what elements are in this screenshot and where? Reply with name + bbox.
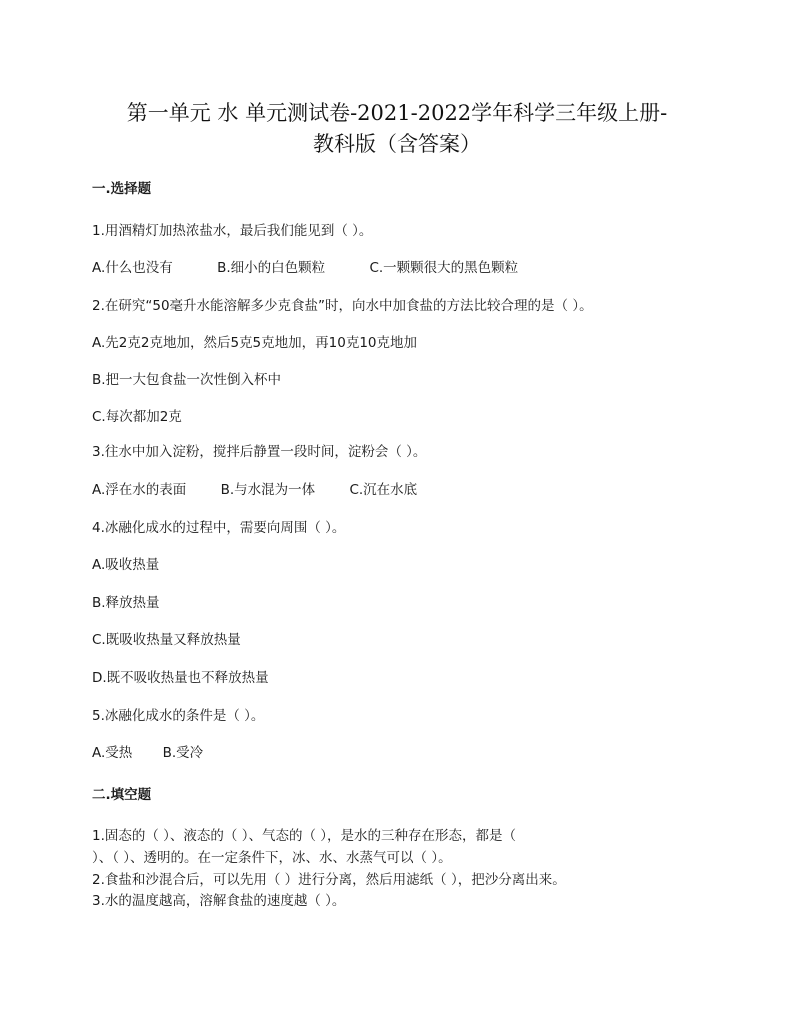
question-3-stem: 3.往水中加入淀粉，搅拌后静置一段时间，淀粉会（ ）。: [92, 444, 427, 460]
fill-question-2: 2.食盐和沙混合后，可以先用（ ）进行分离，然后用滤纸（ ），把沙分离出来。: [92, 872, 566, 888]
section-heading-choice: 一.选择题: [92, 181, 152, 197]
fill-question-1-line-2: ）、（ ）、透明的。在一定条件下，冰、水、水蒸气可以（ ）。: [92, 850, 452, 866]
document-title-line-1: 第一单元 水 单元测试卷-2021-2022学年科学三年级上册-: [126, 101, 668, 125]
question-4-stem: 4.冰融化成水的过程中，需要向周围（ ）。: [92, 520, 346, 536]
option-b: B.细小的白色颗粒: [217, 260, 326, 276]
question-1-options: [92, 259, 518, 277]
question-4-option-a: A.吸收热量: [92, 557, 160, 573]
question-4-option-c: C.既吸收热量又释放热量: [92, 632, 241, 648]
option-a: A.浮在水的表面: [92, 482, 187, 498]
question-4-option-d: D.既不吸收热量也不释放热量: [92, 670, 269, 686]
question-1-stem: 1.用酒精灯加热浓盐水，最后我们能见到（ ）。: [92, 223, 373, 239]
option-c: C.一颗颗很大的黑色颗粒: [369, 260, 519, 276]
option-a: A.受热: [92, 745, 133, 761]
option-c: C.沉在水底: [349, 482, 418, 498]
fill-question-1-line-1: 1.固态的（ ）、液态的（ ）、气态的（ ），是水的三种存在形态，都是（: [92, 828, 517, 844]
fill-question-3: 3.水的温度越高，溶解食盐的速度越（ ）。: [92, 893, 346, 909]
section-heading-fill-in: 二.填空题: [92, 787, 152, 803]
question-3-options: [92, 481, 417, 499]
document-title-line-2: 教科版（含答案）: [313, 132, 481, 156]
question-5-options: [92, 744, 203, 762]
question-4-option-b: B.释放热量: [92, 595, 160, 611]
question-2-option-a: A.先2克2克地加，然后5克5克地加，再10克10克地加: [92, 335, 418, 351]
question-2-stem: 2.在研究“50毫升水能溶解多少克食盐”时，向水中加食盐的方法比较合理的是（ ）。: [92, 298, 593, 314]
option-b: B.与水混为一体: [220, 482, 316, 498]
option-a: A.什么也没有: [92, 260, 173, 276]
question-2-option-b: B.把一大包食盐一次性倒入杯中: [92, 372, 282, 388]
option-b: B.受冷: [162, 745, 204, 761]
question-5-stem: 5.冰融化成水的条件是（ ）。: [92, 708, 265, 724]
question-2-option-c: C.每次都加2克: [92, 409, 182, 425]
